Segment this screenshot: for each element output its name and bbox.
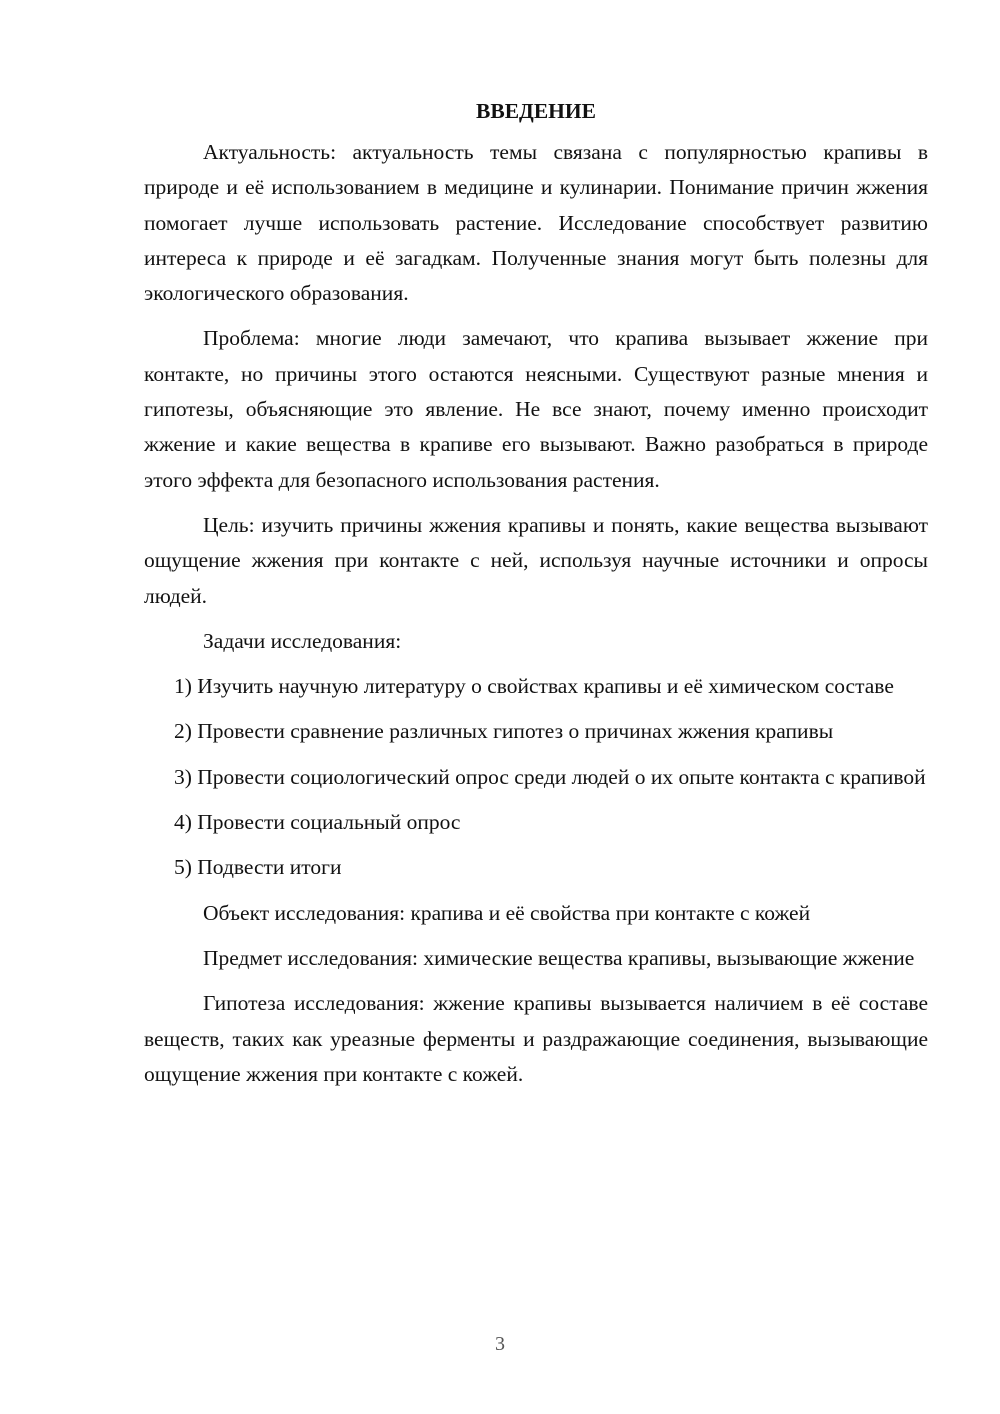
task-item: 2) Провести сравнение различных гипотез о причинах жжения крапивы	[174, 719, 834, 744]
research-hypothesis: Гипотеза исследования: жжение крапивы вызывается наличием в её составе веществ, таких как уреазные ферменты и раздражающие соединения, вызывающие ощущение жжения при контакте с кожей.	[144, 991, 928, 1086]
goal-paragraph: Цель: изучить причины жжения крапивы и понять, какие вещества вызывают ощущение жжения при контакте с ней, используя научные источники и опросы людей.	[144, 512, 928, 608]
research-subject: Предмет исследования: химические вещества крапивы, вызывающие жжение	[203, 945, 915, 970]
relevance-paragraph: Актуальность: актуальность темы связана с популярностью крапивы в природе и её использованием в медицине и кулинарии. Понимание причин жжения помогает лучше использовать растение. Исследование способствует развитию интереса к природе и её загадкам. Полученные знания могут быть полезны для экологического образования.	[144, 140, 928, 306]
section-heading: ВВЕДЕНИЕ	[476, 99, 596, 123]
problem-paragraph: Проблема: многие люди замечают, что крапива вызывает жжение при контакте, но причины этого остаются неясными. Существуют разные мнения и гипотезы, объясняющие это явление. Не все знают, почему именно происходит жжение и какие вещества в крапиве его вызывают. Важно разобраться в природе этого эффекта для безопасного использования растения.	[144, 326, 928, 492]
task-item: 4) Провести социальный опрос	[174, 810, 461, 835]
task-item: 3) Провести социологический опрос среди людей о их опыте контакта с крапивой	[174, 764, 926, 789]
research-object: Объект исследования: крапива и её свойства при контакте с кожей	[203, 900, 811, 925]
page-content	[144, 94, 928, 1102]
tasks-heading: Задачи исследования:	[203, 628, 402, 653]
page-number: 3	[495, 1333, 505, 1355]
task-item: 5) Подвести итоги	[174, 855, 342, 880]
task-item: 1) Изучить научную литературу о свойствах крапивы и её химическом составе	[174, 674, 894, 699]
